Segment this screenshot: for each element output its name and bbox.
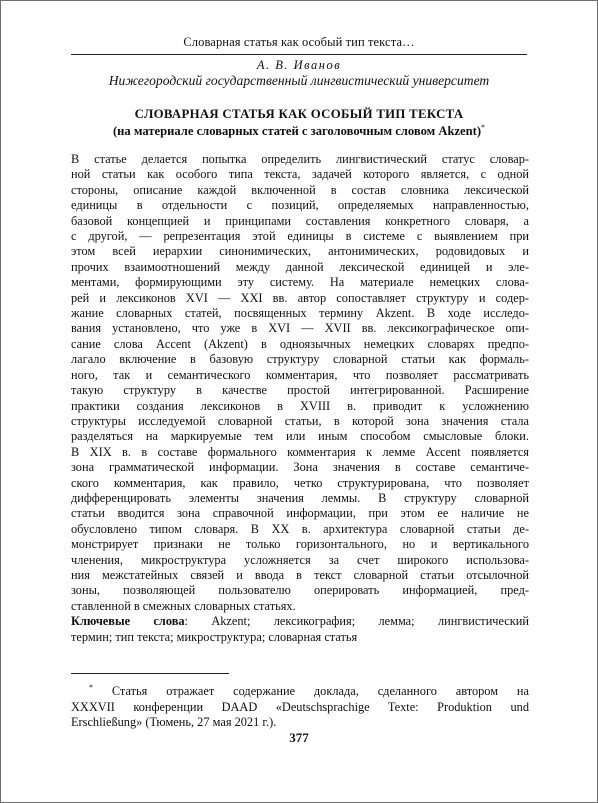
keywords-line xyxy=(71,614,529,629)
abstract-line: разделяться на маркируемые тем или иным способом смысловые блоки. xyxy=(71,429,529,444)
keywords-label: Ключевые слова xyxy=(71,614,185,629)
header-rule xyxy=(71,54,527,55)
abstract-line: структуры исследуемой словарной статьи, в которой зона значения стала xyxy=(71,413,529,428)
abstract-line: единицы в отдельности с позиций, определяемых направленностью, xyxy=(71,198,529,213)
abstract-line: сание слова Accent (Akzent) в одноязычных немецких словарях предпо- xyxy=(71,336,529,351)
author-affiliation: Нижегородский государственный лингвистический университет xyxy=(108,73,490,88)
abstract-line: жание словарных статей, посвященных термину Akzent. В ходе исследо- xyxy=(71,306,529,321)
abstract-line: лагало включение в базовую структуру словарной статьи как формаль- xyxy=(71,352,529,367)
abstract-line: ния межстатейных связей и ввода в текст словарной статьи отсылочной xyxy=(71,567,529,582)
subtitle-text: (на материале словарных статей с заголовочным словом Akzent) xyxy=(112,124,482,138)
abstract-line: прочих взаимоотношений между данной лексической единицей и эле- xyxy=(71,259,529,274)
abstract-line: стороны, описание каждой включенной в состав словника лексической xyxy=(71,182,529,197)
article-subtitle xyxy=(1,123,597,139)
footnote-line: XXXVII конференции DAAD «Deutschsprachige Texte: Produktion und xyxy=(71,699,529,714)
keywords-line: термин; тип текста; микроструктура; словарная статья xyxy=(71,629,358,644)
footnote-line: Erschließung» (Тюмень, 27 мая 2021 г.). xyxy=(71,715,277,730)
abstract-line: ментами, формирующими эту систему. На материале немецких слова- xyxy=(71,275,529,290)
abstract-line: вания установлено, что уже в XVI — XVII вв. лексикографическое опи- xyxy=(71,321,529,336)
abstract-line: ного, так и семантического комментария, что позволяет рассматривать xyxy=(71,367,529,382)
abstract-line: монстрирует признаки не только горизонтального, но и вертикального xyxy=(71,537,529,552)
abstract-line: рей и лексиконов XVI — XXI вв. автор сопоставляет структуру и содер- xyxy=(71,290,529,305)
title-footnote-marker: * xyxy=(481,123,486,132)
author-name: А. В. Иванов xyxy=(256,58,342,72)
abstract-line: зона грамматической информации. Зона значения в составе семантиче- xyxy=(71,460,529,475)
abstract xyxy=(71,152,529,645)
footnote-line xyxy=(71,680,529,700)
footnote-marker: * xyxy=(89,683,93,692)
abstract-line: В статье делается попытка определить лингвистический статус словар- xyxy=(71,152,529,166)
abstract-line: дифференцировать элементы значения леммы. В структуру словарной xyxy=(71,490,529,505)
abstract-line: практики создания лексиконов в XVIII в. приводит к усложнению xyxy=(71,398,529,413)
keywords-text: : Akzent; лексикография; лемма; лингвистический xyxy=(184,614,529,629)
abstract-line: статьи вводится зона справочной информации, при этом ее наличие не xyxy=(71,506,529,521)
abstract-line: базовой концепцией и принципами составления конкретного словаря, а xyxy=(71,213,529,228)
abstract-line: зоны, позволяющей пользователю оперировать информацией, пред- xyxy=(71,583,529,598)
abstract-line: с другой, — репрезентация этой единицы в системе с выявлением при xyxy=(71,229,529,244)
page-number: 377 xyxy=(289,730,309,745)
abstract-line: членения, микроструктура усложняется за счет широкого использова- xyxy=(71,552,529,567)
abstract-line: ского комментария, как правило, четко структурирована, что позволяет xyxy=(71,475,529,490)
footnote-text: Статья отражает содержание доклада, сделанного автором на xyxy=(111,684,529,698)
abstract-line: этом всей иерархии синонимических, антонимических, родовидовых и xyxy=(71,244,529,259)
abstract-line: В XIX в. в составе формального комментария к лемме Accent появляется xyxy=(71,444,529,459)
abstract-line: обусловлено типом словаря. В XX в. архитектура словарной статьи де- xyxy=(71,521,529,536)
abstract-line: ставленной в смежных словарных статьях. xyxy=(71,598,296,613)
running-head: Словарная статья как особый тип текста… xyxy=(183,35,415,49)
article-title: СЛОВАРНАЯ СТАТЬЯ КАК ОСОБЫЙ ТИП ТЕКСТА xyxy=(134,107,464,121)
abstract-line: такую структуру в качестве простой интегрированной. Расширение xyxy=(71,383,529,398)
footnote xyxy=(71,680,529,731)
abstract-line: ной статьи как особого типа текста, задачей которого является, с одной xyxy=(71,167,529,182)
footnote-rule xyxy=(71,673,229,674)
